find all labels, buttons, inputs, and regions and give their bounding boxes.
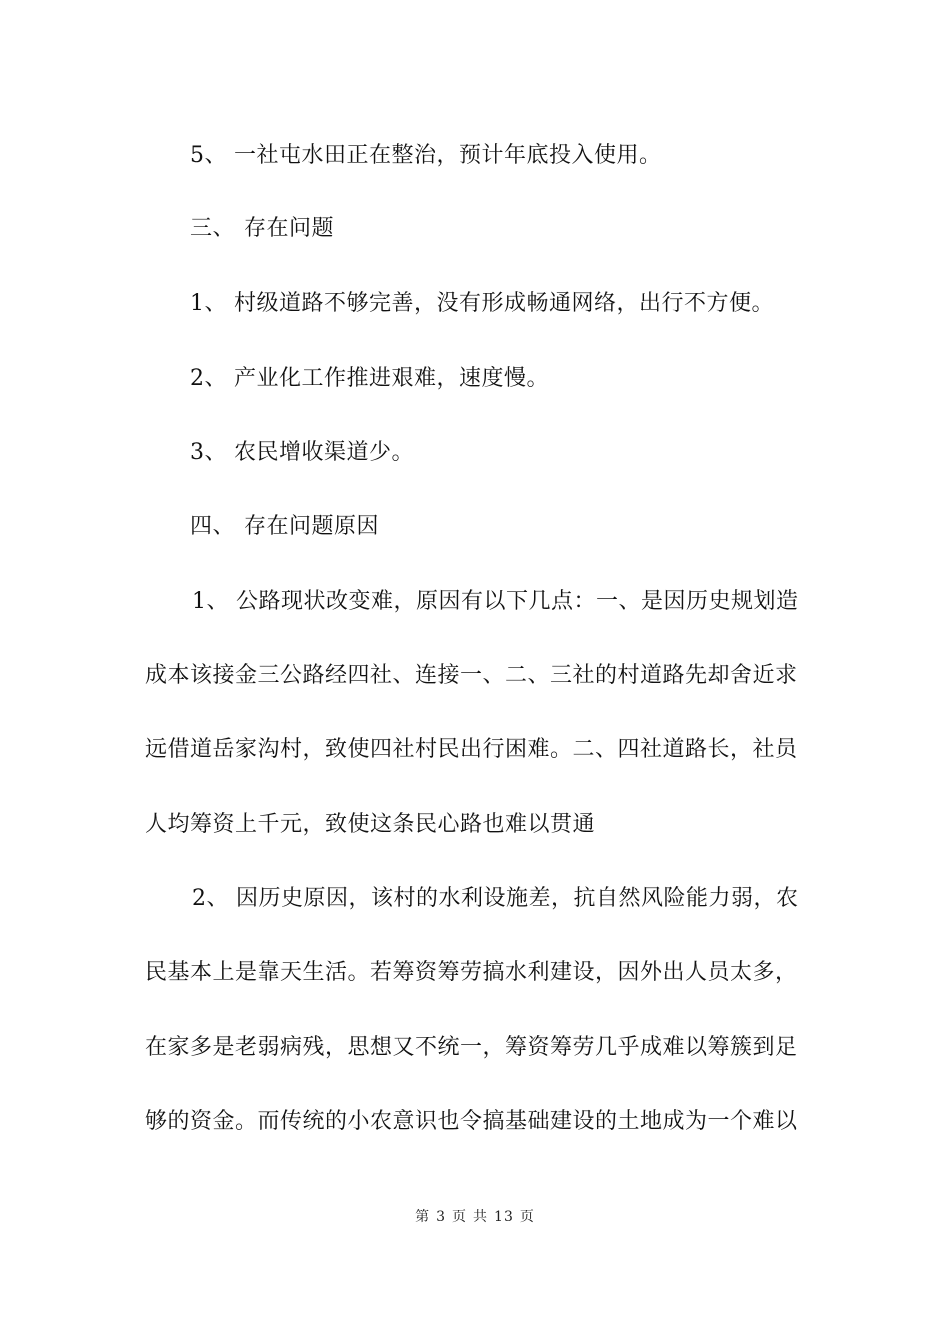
- footer-page-label: 页: [452, 1209, 468, 1225]
- footer-suffix: 页: [519, 1209, 535, 1225]
- paragraph-text: 因历史原因，该村的水利设施差，抗自然风险能力弱，农: [236, 886, 799, 911]
- paragraph-line: 成本该接金三公路经四社、连接一、二、三社的村道路先却舍近求: [145, 663, 798, 688]
- section-title: 存在问题原因: [244, 514, 380, 539]
- paragraph-line: 够的资金。而传统的小农意识也令搞基础建设的土地成为一个难以: [145, 1109, 798, 1134]
- paragraph-line: 民基本上是靠天生活。若筹资筹劳搞水利建设，因外出人员太多，: [145, 960, 798, 985]
- item-text: 村级道路不够完善，没有形成畅通网络，出行不方便。: [234, 291, 775, 316]
- section-title: 存在问题: [244, 216, 335, 241]
- section-heading: [190, 214, 860, 244]
- item-text: 农民增收渠道少。: [234, 440, 415, 465]
- item-number: 1、: [190, 291, 227, 316]
- paragraph-line: 远借道岳家沟村，致使四社村民出行困难。二、四社道路长，社员: [145, 737, 798, 762]
- paragraph-first-line: [192, 587, 862, 617]
- list-item: [190, 438, 860, 468]
- paragraph-number: 1、: [192, 589, 229, 614]
- item-number: 3、: [190, 440, 227, 465]
- paragraph-line: 在家多是老弱病残，思想又不统一，筹资筹劳几乎成难以筹簇到足: [145, 1035, 798, 1060]
- list-item: [190, 141, 860, 171]
- item-text: 一社屯水田正在整治，预计年底投入使用。: [234, 143, 662, 168]
- section-heading: [190, 512, 860, 542]
- paragraph-first-line: [192, 884, 862, 914]
- page-footer: [0, 1207, 950, 1227]
- current-page-number: 3: [436, 1209, 447, 1225]
- section-number: 三、: [190, 216, 236, 241]
- footer-prefix: 第: [415, 1209, 431, 1225]
- list-item: [190, 289, 860, 319]
- total-pages-number: 13: [494, 1209, 514, 1225]
- paragraph-number: 2、: [192, 886, 229, 911]
- paragraph-text: 公路现状改变难，原因有以下几点：一、是因历史规划造: [236, 589, 799, 614]
- paragraph-line: 人均筹资上千元，致使这条民心路也难以贯通: [145, 812, 596, 837]
- footer-total-label: 共: [473, 1209, 489, 1225]
- list-item: [190, 364, 860, 394]
- item-text: 产业化工作推进艰难，速度慢。: [234, 366, 550, 391]
- section-number: 四、: [190, 514, 236, 539]
- item-number: 5、: [190, 143, 227, 168]
- item-number: 2、: [190, 366, 227, 391]
